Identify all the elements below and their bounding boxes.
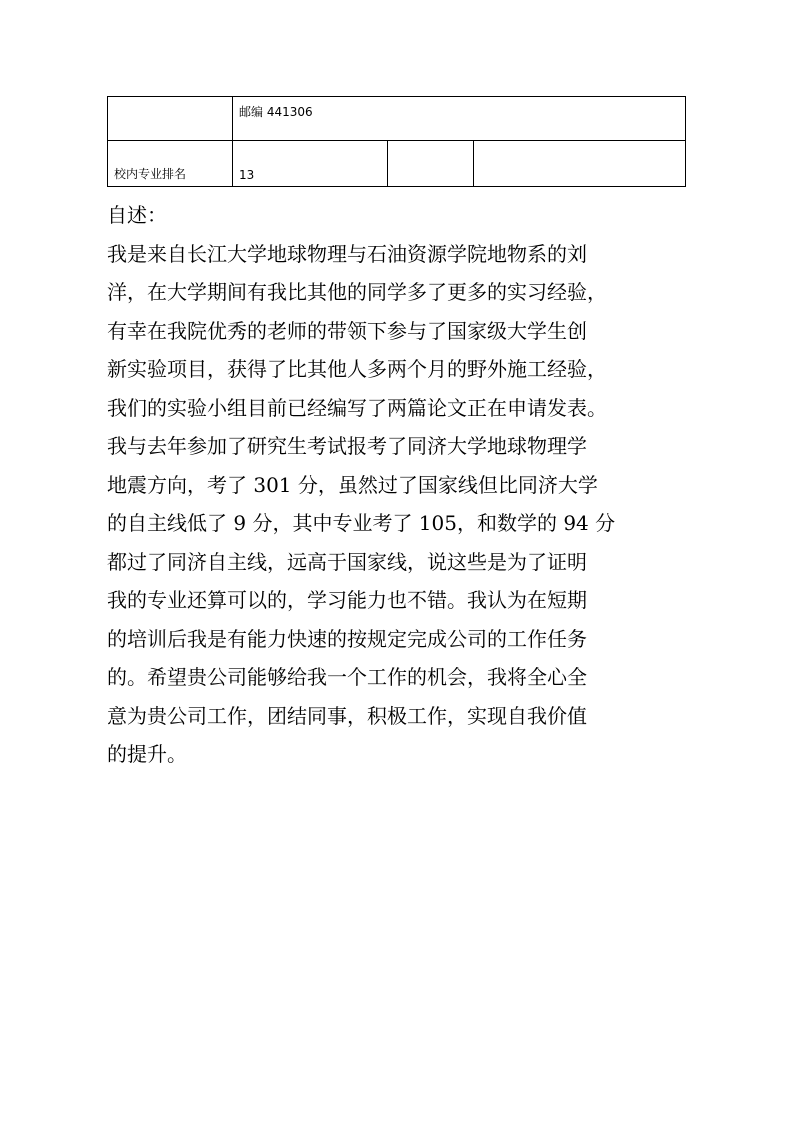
- statement-line: 新实验项目，获得了比其他人多两个月的野外施工经验，: [107, 357, 607, 381]
- statement-line: 意为贵公司工作，团结同事，积极工作，实现自我价值: [107, 703, 587, 728]
- info-table: [107, 96, 686, 187]
- table-row: [108, 97, 686, 141]
- table-cell-empty-label: [108, 97, 233, 141]
- statement-line: 我是来自长江大学地球物理与石油资源学院地物系的刘: [107, 241, 587, 266]
- statement-line: 我们的实验小组目前已经编写了两篇论文正在申请发表。: [107, 395, 607, 420]
- table-row: [108, 141, 686, 187]
- statement-line: 的。希望贵公司能够给我一个工作的机会，我将全心全: [107, 665, 587, 689]
- statement-line: 都过了同济自主线，远高于国家线，说这些是为了证明: [107, 549, 587, 574]
- rank-label-cell: 校内专业排名: [108, 141, 233, 187]
- statement-line: 地震方向，考了 301 分，虽然过了国家线但比同济大学: [107, 472, 598, 497]
- postcode-cell: 邮编 441306: [233, 97, 686, 141]
- self-statement: [107, 196, 707, 774]
- table-cell-empty-a: [388, 141, 474, 187]
- statement-heading: 自述：: [107, 203, 167, 227]
- table-cell-empty-b: [474, 141, 686, 187]
- statement-line: 的培训后我是有能力快速的按规定完成公司的工作任务: [107, 626, 587, 651]
- statement-line: 洋，在大学期间有我比其他的同学多了更多的实习经验，: [107, 280, 607, 304]
- statement-line: 我与去年参加了研究生考试报考了同济大学地球物理学: [107, 434, 587, 458]
- statement-line: 的自主线低了 9 分，其中专业考了 105，和数学的 94 分: [107, 511, 616, 535]
- rank-value-cell: 13: [233, 141, 388, 187]
- statement-line: 我的专业还算可以的，学习能力也不错。我认为在短期: [107, 588, 587, 612]
- statement-line: 有幸在我院优秀的老师的带领下参与了国家级大学生创: [107, 318, 587, 343]
- statement-line: 的提升。: [107, 742, 187, 766]
